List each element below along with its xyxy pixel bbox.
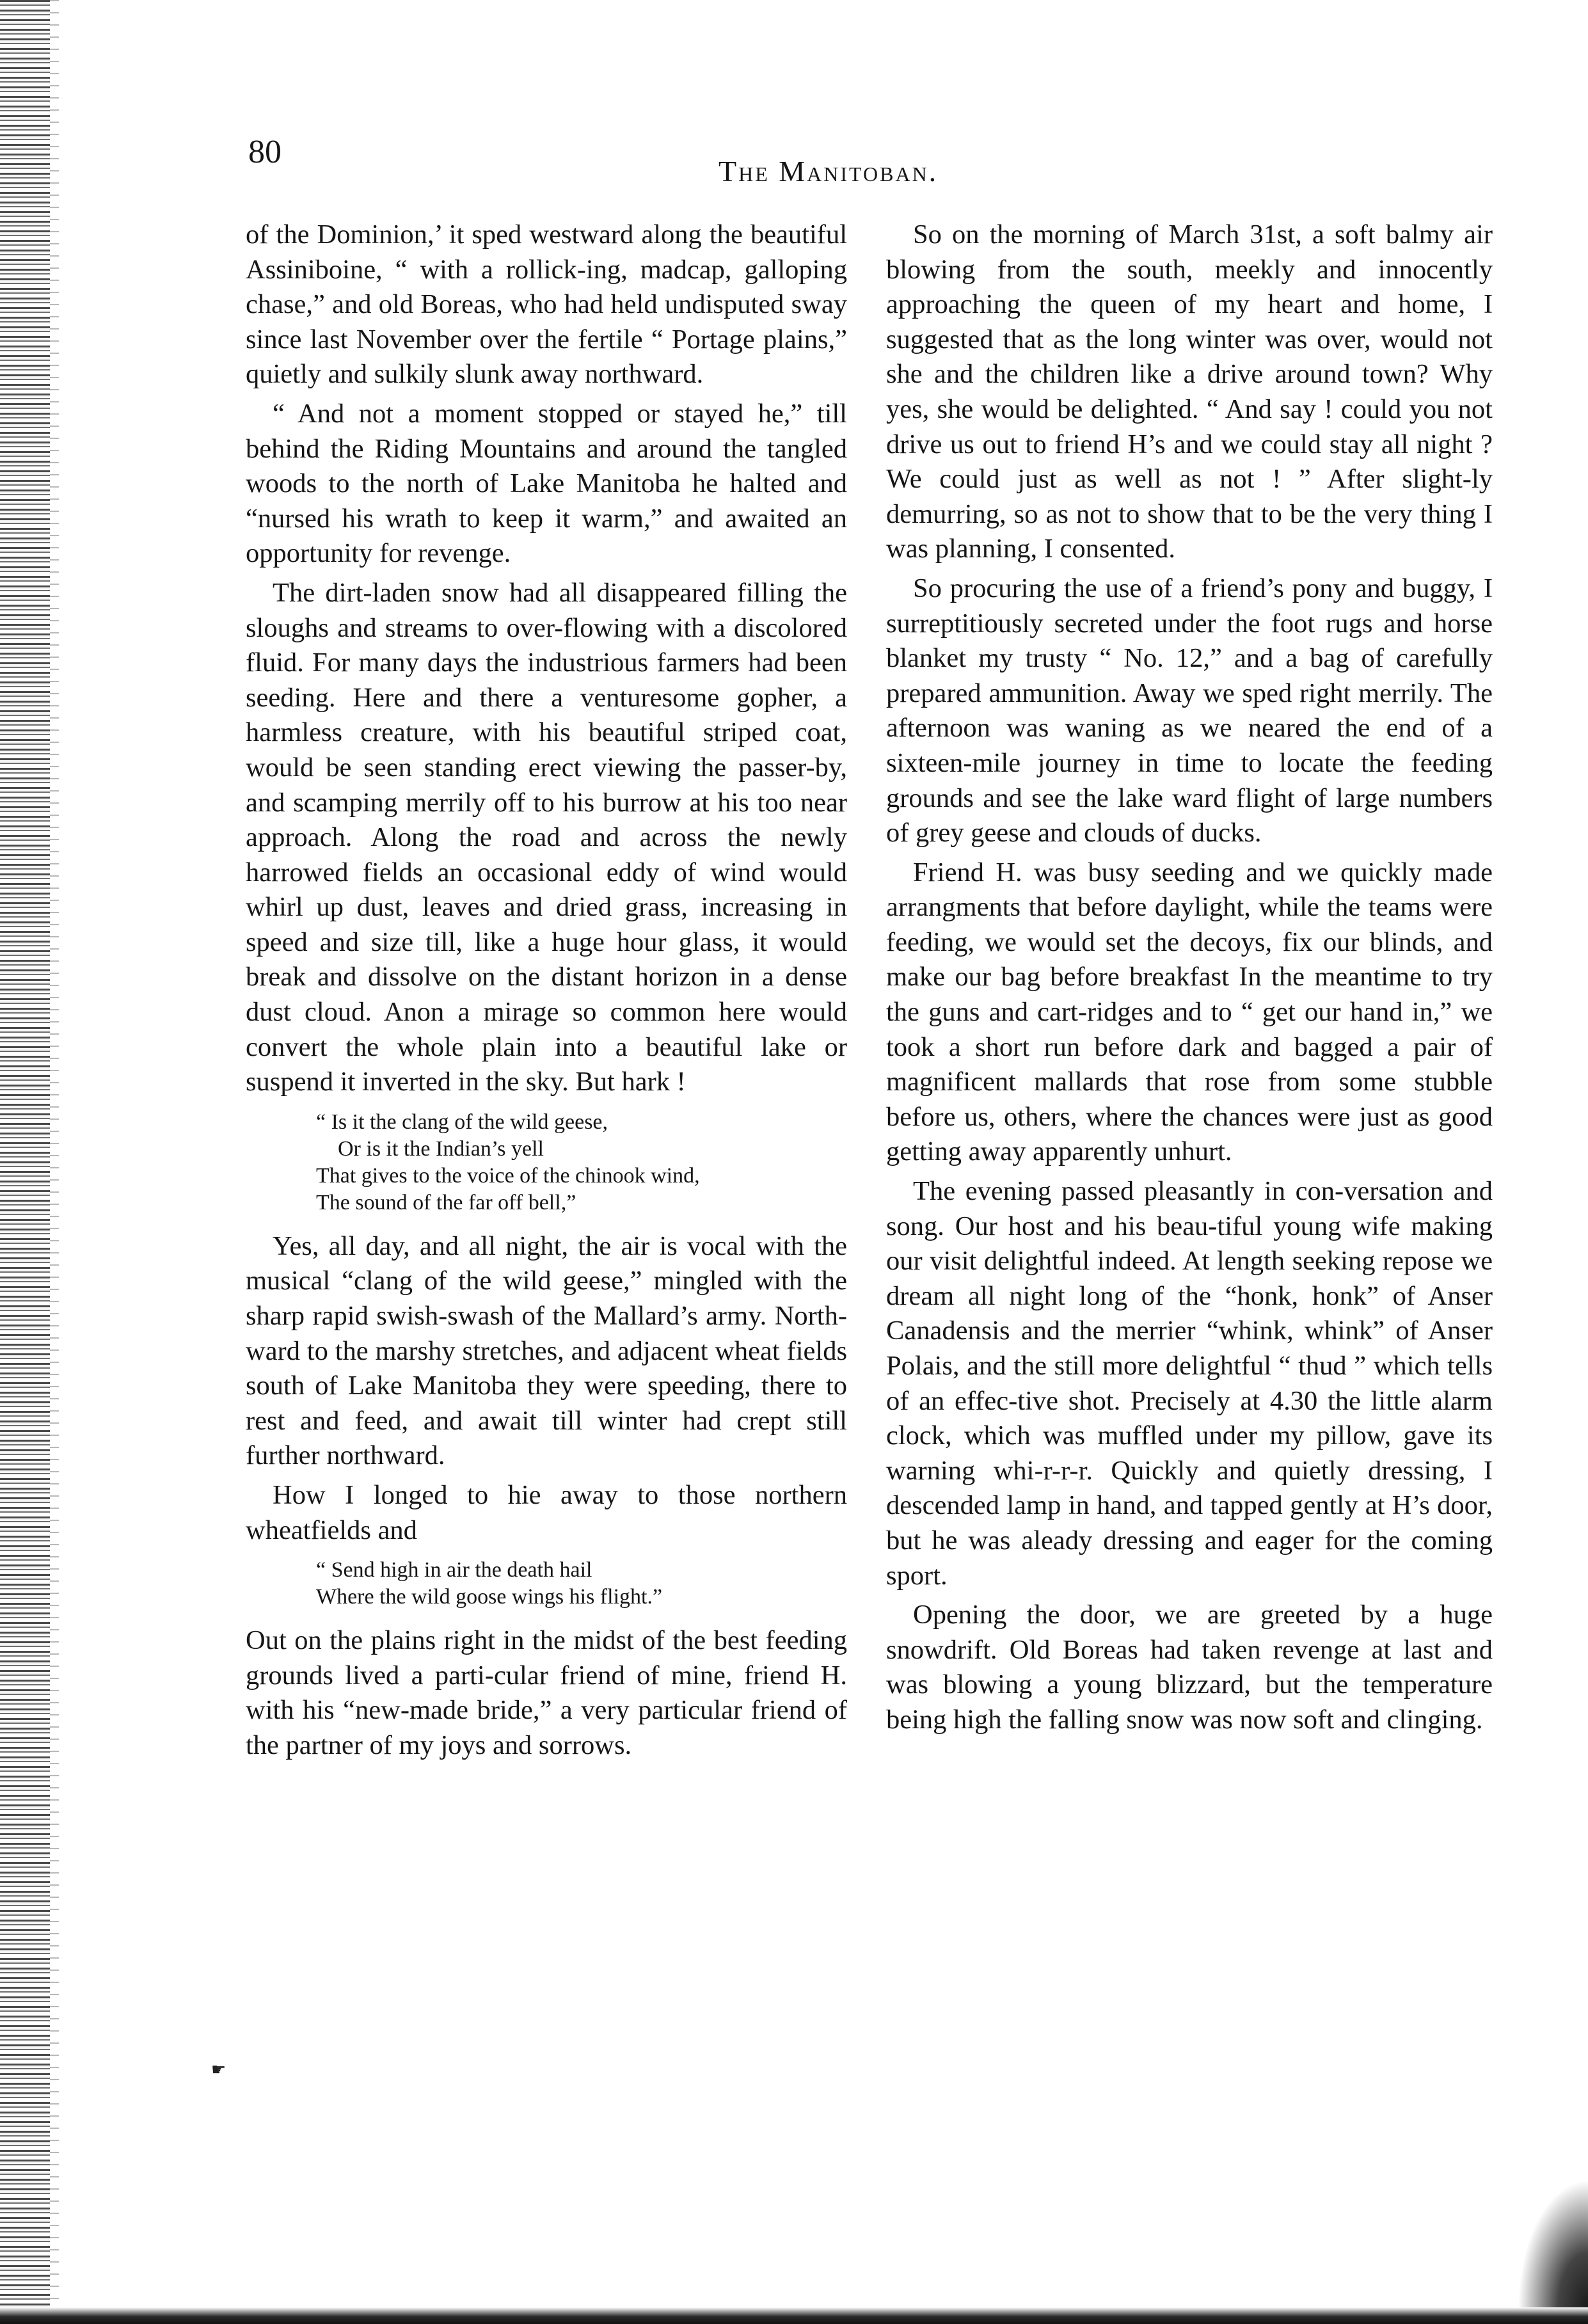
paragraph: So procuring the use of a friend’s pony and buggy, I surreptitiously secreted under the foot rugs and horse blanket my trusty “ No. 12,” and a bag of carefully prepared ammunition. Away we sped right merrily. The afternoon was waning as we neared the end of a sixteen-mile journey in time to locate the feeding grounds and see the lake ward flight of large numbers of grey geese and clouds of ducks. (886, 573, 1493, 848)
verse-quote (316, 1109, 847, 1216)
paragraph: “ And not a moment stopped or stayed he,” till behind the Riding Mountains and around the tangled woods to the north of Lake Manitoba he halted and “nursed his wrath to keep it warm,” and awaited an opportunity for revenge. (246, 398, 847, 569)
paragraph: Opening the door, we are greeted by a huge snowdrift. Old Boreas had taken revenge at last and was blowing a young blizzard, but the temperature being high the falling snow was now soft and clinging. (886, 1600, 1493, 1735)
paragraph: The evening passed pleasantly in con-versation and song. Our host and his beau-tiful young wife making our visit delightful indeed. At length seeking repose we dream all night long of the “honk, honk” of Anser Canadensis and the merrier “whink, whink” of Anser Polais, and the still more delightful “ thud ” which tells of an effec-tive shot. Precisely at 4.30 the little alarm clock, which was muffled under my pillow, gave its warning whi-r-r-r. Quickly and quietly dressing, I descended lamp in hand, and tapped gently at H’s door, but he was aleady dressing and eager for the coming sport. (886, 1176, 1493, 1591)
verse-quote (316, 1557, 847, 1611)
verse-line: The sound of the far off bell,” (316, 1190, 576, 1214)
scan-bottom-edge (0, 2307, 1588, 2324)
paragraph: So on the morning of March 31st, a soft balmy air blowing from the south, meekly and innocently approaching the queen of my heart and home, I suggested that as the long winter was over, would not she and the children like a drive around town? Why yes, she would be delighted. “ And say ! could you not drive us out to friend H’s and we could stay all night ? We could just as well as not ! ” After slight-ly demurring, so as not to show that to be the very thing I was planning, I consented. (886, 219, 1493, 564)
verse-line: That gives to the voice of the chinook wind, (316, 1163, 700, 1188)
left-column (246, 218, 847, 2176)
page-number: 80 (248, 134, 282, 170)
paragraph: Friend H. was busy seeding and we quickly made arrangments that before daylight, while the teams were feeding, we would set the decoys, fix our blinds, and make our bag before breakfast In the meantime to try the guns and cart-ridges and to “ get our hand in,” we took a short run before dark and bagged a pair of magnificent mallards that rose from some stubble before us, others, where the chances were just as good getting away apparently unhurt. (886, 857, 1493, 1167)
verse-line: Or is it the Indian’s yell (338, 1136, 544, 1161)
paragraph: Out on the plains right in the midst of the best feeding grounds lived a parti-cular friend of mine, friend H. with his “new-made bride,” a very particular friend of the partner of my joys and sorrows. (246, 1625, 847, 1760)
scan-left-edge (0, 0, 50, 2324)
verse-line: “ Is it the clang of the wild geese, (316, 1110, 608, 1134)
paragraph: Yes, all day, and all night, the air is vocal with the musical “clang of the wild geese,” mingled with the sharp rapid swish-swash of the Mallard’s army. North-ward to the marshy stretches, and adjacent wheat fields south of Lake Manitoba they were speeding, there to rest and feed, and await till winter had crept still further northward. (246, 1230, 847, 1471)
right-column (886, 218, 1493, 2176)
verse-line: “ Send high in air the death hail (316, 1558, 592, 1582)
paragraph: How I longed to hie away to those northern wheatfields and (246, 1480, 847, 1545)
verse-line: Where the wild goose wings his flight.” (316, 1585, 663, 1609)
running-title: The Manitoban. (719, 155, 939, 187)
paragraph: The dirt-laden snow had all disappeared filling the sloughs and streams to over-flowing with a discolored fluid. For many days the industrious farmers had been seeding. Here and there a venturesome gopher, a harmless creature, with his beautiful striped coat, would be seen standing erect viewing the passer-by, and scamping merrily off to his burrow at his too near approach. Along the road and across the newly harrowed fields an occasional eddy of wind would whirl up dust, leaves and dried grass, increasing in speed and size till, like a huge hour glass, it would break and dissolve on the distant horizon in a dense dust cloud. Anon a mirage so common here would convert the whole plain into a beautiful lake or suspend it inverted in the sky. But hark ! (246, 577, 847, 1097)
page-header (248, 133, 1496, 191)
scan-corner-smudge (1518, 2179, 1588, 2307)
margin-pointer-mark: ☛ (211, 2060, 226, 2079)
scan-left-edge-shadow (50, 0, 59, 2324)
paragraph: of the Dominion,’ it sped westward along the beautiful Assiniboine, “ with a rollick-ing, madcap, galloping chase,” and old Boreas, who had held undisputed sway since last November over the fertile “ Portage plains,” quietly and sulkily slunk away northward. (246, 219, 847, 390)
